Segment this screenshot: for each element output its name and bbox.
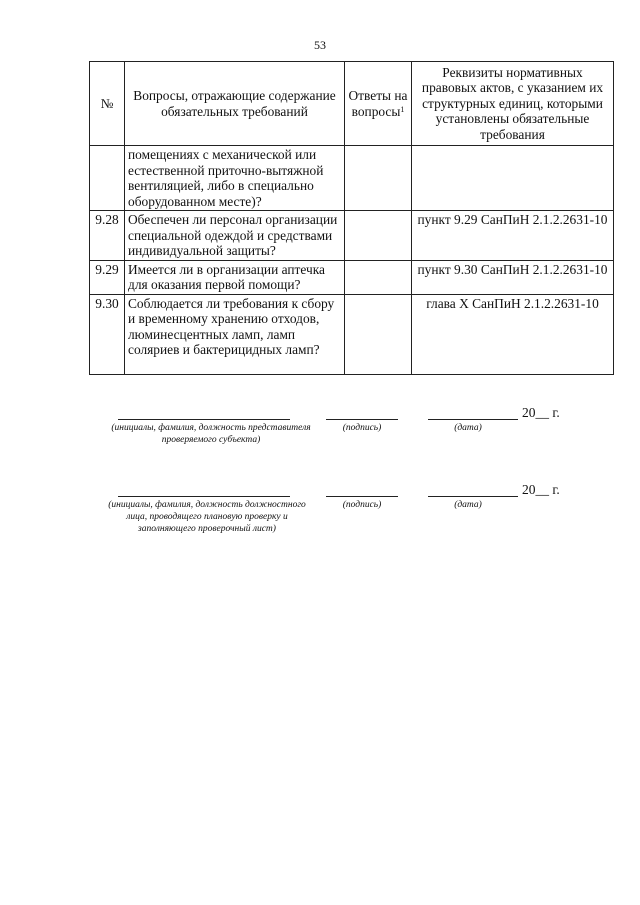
row-answer xyxy=(345,260,412,294)
date-line xyxy=(428,496,518,497)
signature-caption: (подпись) xyxy=(342,500,382,510)
page-number: 53 xyxy=(314,38,326,52)
row-answer xyxy=(345,211,412,261)
table-header-row xyxy=(90,62,614,146)
year-field: 20__ г. xyxy=(522,405,560,420)
header-answers xyxy=(345,62,412,146)
row-question: Имеется ли в организации аптечка для оказания первой помощи? xyxy=(125,260,345,294)
row-ref: пункт 9.30 СанПиН 2.1.2.2631-10 xyxy=(412,260,614,294)
header-requisites: Реквизиты нормативных правовых актов, с указанием их структурных единиц, которыми установлены обязательные требования xyxy=(412,62,614,146)
name-line xyxy=(118,419,290,420)
person-caption: (инициалы, фамилия, должность представителя проверяемого субъекта) xyxy=(111,423,311,445)
person-caption: (инициалы, фамилия, должность должностного лица, проводящего плановую проверку и заполняющего проверочный лист) xyxy=(108,500,306,534)
year-field: 20__ г. xyxy=(522,482,560,497)
header-answers-text: Ответы на вопросы xyxy=(348,88,408,119)
row-question: Обеспечен ли персонал организации специальной одеждой и средствами индивидуальной защиты? xyxy=(125,211,345,261)
date-caption: (дата) xyxy=(454,423,482,433)
row-num: 9.30 xyxy=(90,294,125,374)
header-questions: Вопросы, отражающие содержание обязательных требований xyxy=(125,62,345,146)
footnote-mark: 1 xyxy=(400,104,405,114)
name-line xyxy=(118,496,290,497)
row-question: помещениях с механической или естественной приточно-вытяжной вентиляцией, либо в специально оборудованном месте)? xyxy=(125,146,345,211)
row-answer xyxy=(345,294,412,374)
row-question: Соблюдается ли требования к сбору и временному хранению отходов, люминесцентных ламп, ламп соляриев и бактерицидных ламп? xyxy=(125,294,345,374)
signature-line xyxy=(326,419,398,420)
table-row xyxy=(90,294,614,374)
date-caption: (дата) xyxy=(454,500,482,510)
row-answer xyxy=(345,146,412,211)
table-row xyxy=(90,260,614,294)
table-row xyxy=(90,146,614,211)
signature-line xyxy=(326,496,398,497)
row-ref xyxy=(412,146,614,211)
row-ref: глава X СанПиН 2.1.2.2631-10 xyxy=(412,294,614,374)
table-row xyxy=(90,211,614,261)
signature-caption: (подпись) xyxy=(342,423,382,433)
row-ref: пункт 9.29 СанПиН 2.1.2.2631-10 xyxy=(412,211,614,261)
row-num: 9.28 xyxy=(90,211,125,261)
date-line xyxy=(428,419,518,420)
header-num: № xyxy=(90,62,125,146)
row-num: 9.29 xyxy=(90,260,125,294)
requirements-table xyxy=(89,61,614,375)
row-num xyxy=(90,146,125,211)
